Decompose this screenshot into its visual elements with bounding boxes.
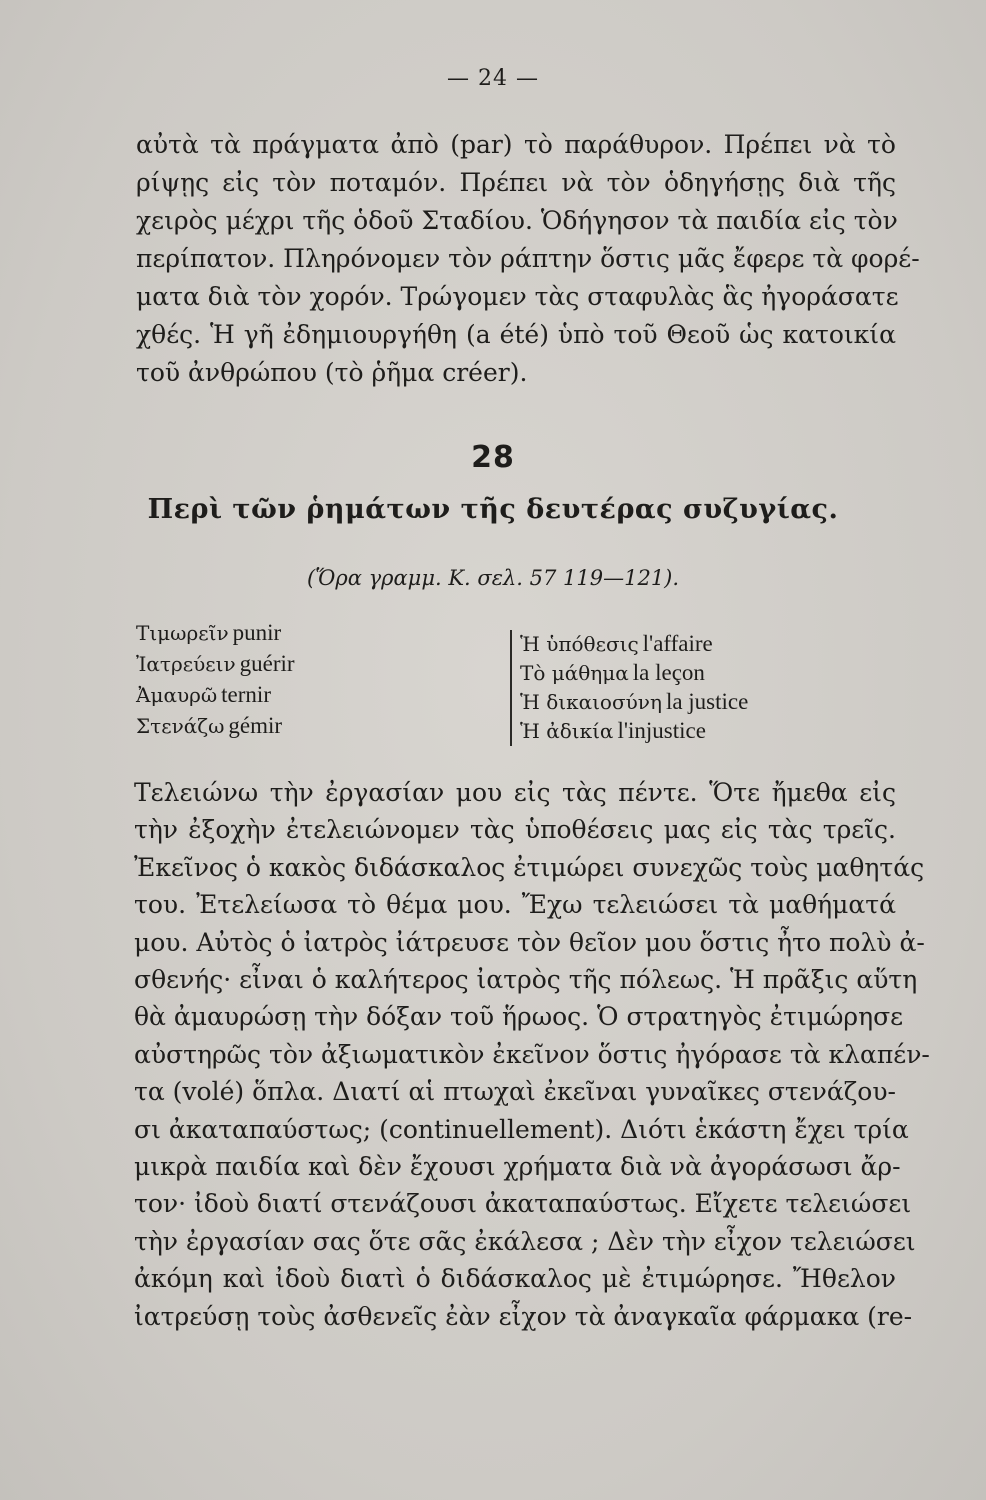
french-word: punir [232, 620, 282, 645]
vocab-entry [136, 711, 295, 742]
text-line: Τελειώνω τὴν ἐργασίαν μου εἰς τὰς πέντε. Ὅτε ἤμεθα εἰς [134, 778, 896, 807]
vocab-entry [520, 717, 748, 746]
text-line: τα (volé) ὅπλα. Διατί αἱ πτωχαὶ ἐκεῖναι γυναῖκες στενάζου- [134, 1077, 896, 1107]
french-word: l'affaire [642, 631, 713, 656]
text-line: ρίψῃς εἰς τὸν ποταμόν. Πρέπει νὰ τὸν ὁδηγήσῃς διὰ τῆς [136, 168, 896, 197]
text-line: μου. Αὐτὸς ὁ ἰατρὸς ἰάτρευσε τὸν θεῖον μου ὅστις ἦτο πολὺ ἀ- [134, 927, 925, 957]
paragraph-1 [136, 126, 920, 392]
verb-vocabulary-list [136, 618, 295, 742]
text-line: Ἐκεῖνος ὁ κακὸς διδάσκαλος ἐτιμώρει συνεχῶς τοὺς μαθητάς [134, 852, 925, 882]
page-number: — 24 — [447, 66, 539, 91]
french-word: gémir [228, 713, 283, 738]
text-line: τὴν ἐργασίαν σας ὅτε σᾶς ἐκάλεσα ; Δὲν τὴν εἶχον τελειώσει [134, 1226, 916, 1256]
vocab-entry [136, 618, 295, 649]
text-line: ἰατρεύσῃ τοὺς ἀσθενεῖς ἐὰν εἶχον τὰ ἀναγκαῖα φάρμακα (re- [134, 1301, 913, 1331]
french-word: guérir [239, 651, 295, 676]
text-line: τοῦ ἀνθρώπου (τὸ ῥῆμα créer). [136, 358, 528, 387]
greek-word: Τὸ μάθημα [520, 661, 629, 685]
greek-word: Ἡ ἀδικία [520, 719, 614, 743]
french-word: la leçon [632, 660, 705, 685]
greek-word: Στενάζω [136, 714, 225, 738]
text-line: χθές. Ἡ γῆ ἐδημιουργήθη (a été) ὑπὸ τοῦ Θεοῦ ὡς κατοικία [136, 320, 896, 349]
text-line: τὴν ἐξοχὴν ἐτελειώνομεν τὰς ὑποθέσεις μας εἰς τὰς τρεῖς. [134, 815, 896, 845]
section-number: 28 [471, 440, 515, 475]
text-line: αὐτὰ τὰ πράγματα ἀπὸ (par) τὸ παράθυρον. Πρέπει νὰ τὸ [136, 130, 896, 159]
greek-word: Ἀμαυρῶ [136, 683, 218, 707]
vocab-entry [520, 630, 748, 659]
greek-word: Ἡ δικαιοσύνη [520, 690, 662, 714]
text-line: περίπατον. Πληρόνομεν τὸν ράπτην ὅστις μᾶς ἔφερε τὰ φορέ- [136, 244, 920, 273]
french-word: ternir [221, 682, 271, 707]
vocab-entry [520, 659, 748, 688]
text-line: ἀκόμη καὶ ἰδοὺ διατὶ ὁ διδάσκαλος μὲ ἐτιμώρησε. Ἤθελον [134, 1264, 896, 1294]
greek-word: Ἡ ὑπόθεσις [520, 632, 639, 656]
text-line: σι ἀκαταπαύστως; (continuellement). Διότι ἑκάστη ἔχει τρία [134, 1114, 909, 1144]
text-line: τον· ἰδοὺ διατί στενάζουσι ἀκαταπαύστως. Εἴχετε τελειώσει [134, 1189, 912, 1219]
greek-word: Ἰατρεύειν [136, 652, 236, 676]
text-line: χειρὸς μέχρι τῆς ὁδοῦ Σταδίου. Ὁδήγησον τὰ παιδία εἰς τὸν [136, 206, 898, 235]
vocab-entry [520, 688, 748, 717]
noun-vocabulary-list [510, 630, 748, 746]
text-line: μικρὰ παιδία καὶ δὲν ἔχουσι χρήματα διὰ νὰ ἀγοράσωσι ἄρ- [134, 1152, 901, 1182]
vocab-entry [136, 680, 295, 711]
text-line: ματα διὰ τὸν χορόν. Τρώγομεν τὰς σταφυλὰς ἃς ἠγοράσατε [136, 282, 899, 311]
paragraph-2 [134, 774, 930, 1335]
text-line: θὰ ἀμαυρώσῃ τὴν δόξαν τοῦ ἥρωος. Ὁ στρατηγὸς ἐτιμώρησε [134, 1002, 904, 1032]
vocab-entry [136, 649, 295, 680]
text-line: του. Ἐτελείωσα τὸ θέμα μου. Ἔχω τελειώσει τὰ μαθήματά [134, 890, 896, 920]
greek-word: Τιμωρεῖν [136, 621, 229, 645]
french-word: l'injustice [617, 718, 706, 743]
text-line: αὐστηρῶς τὸν ἀξιωματικὸν ἐκεῖνον ὅστις ἠγόρασε τὰ κλαπέν- [134, 1039, 930, 1069]
french-word: la justice [665, 689, 749, 714]
grammar-reference: (Ὅρα γραμμ. Κ. σελ. 57 119—121). [306, 566, 680, 590]
section-title: Περὶ τῶν ῥημάτων τῆς δευτέρας συζυγίας. [147, 494, 839, 525]
text-line: σθενής· εἶναι ὁ καλήτερος ἰατρὸς τῆς πόλεως. Ἡ πρᾶξις αὕτη [134, 965, 918, 995]
